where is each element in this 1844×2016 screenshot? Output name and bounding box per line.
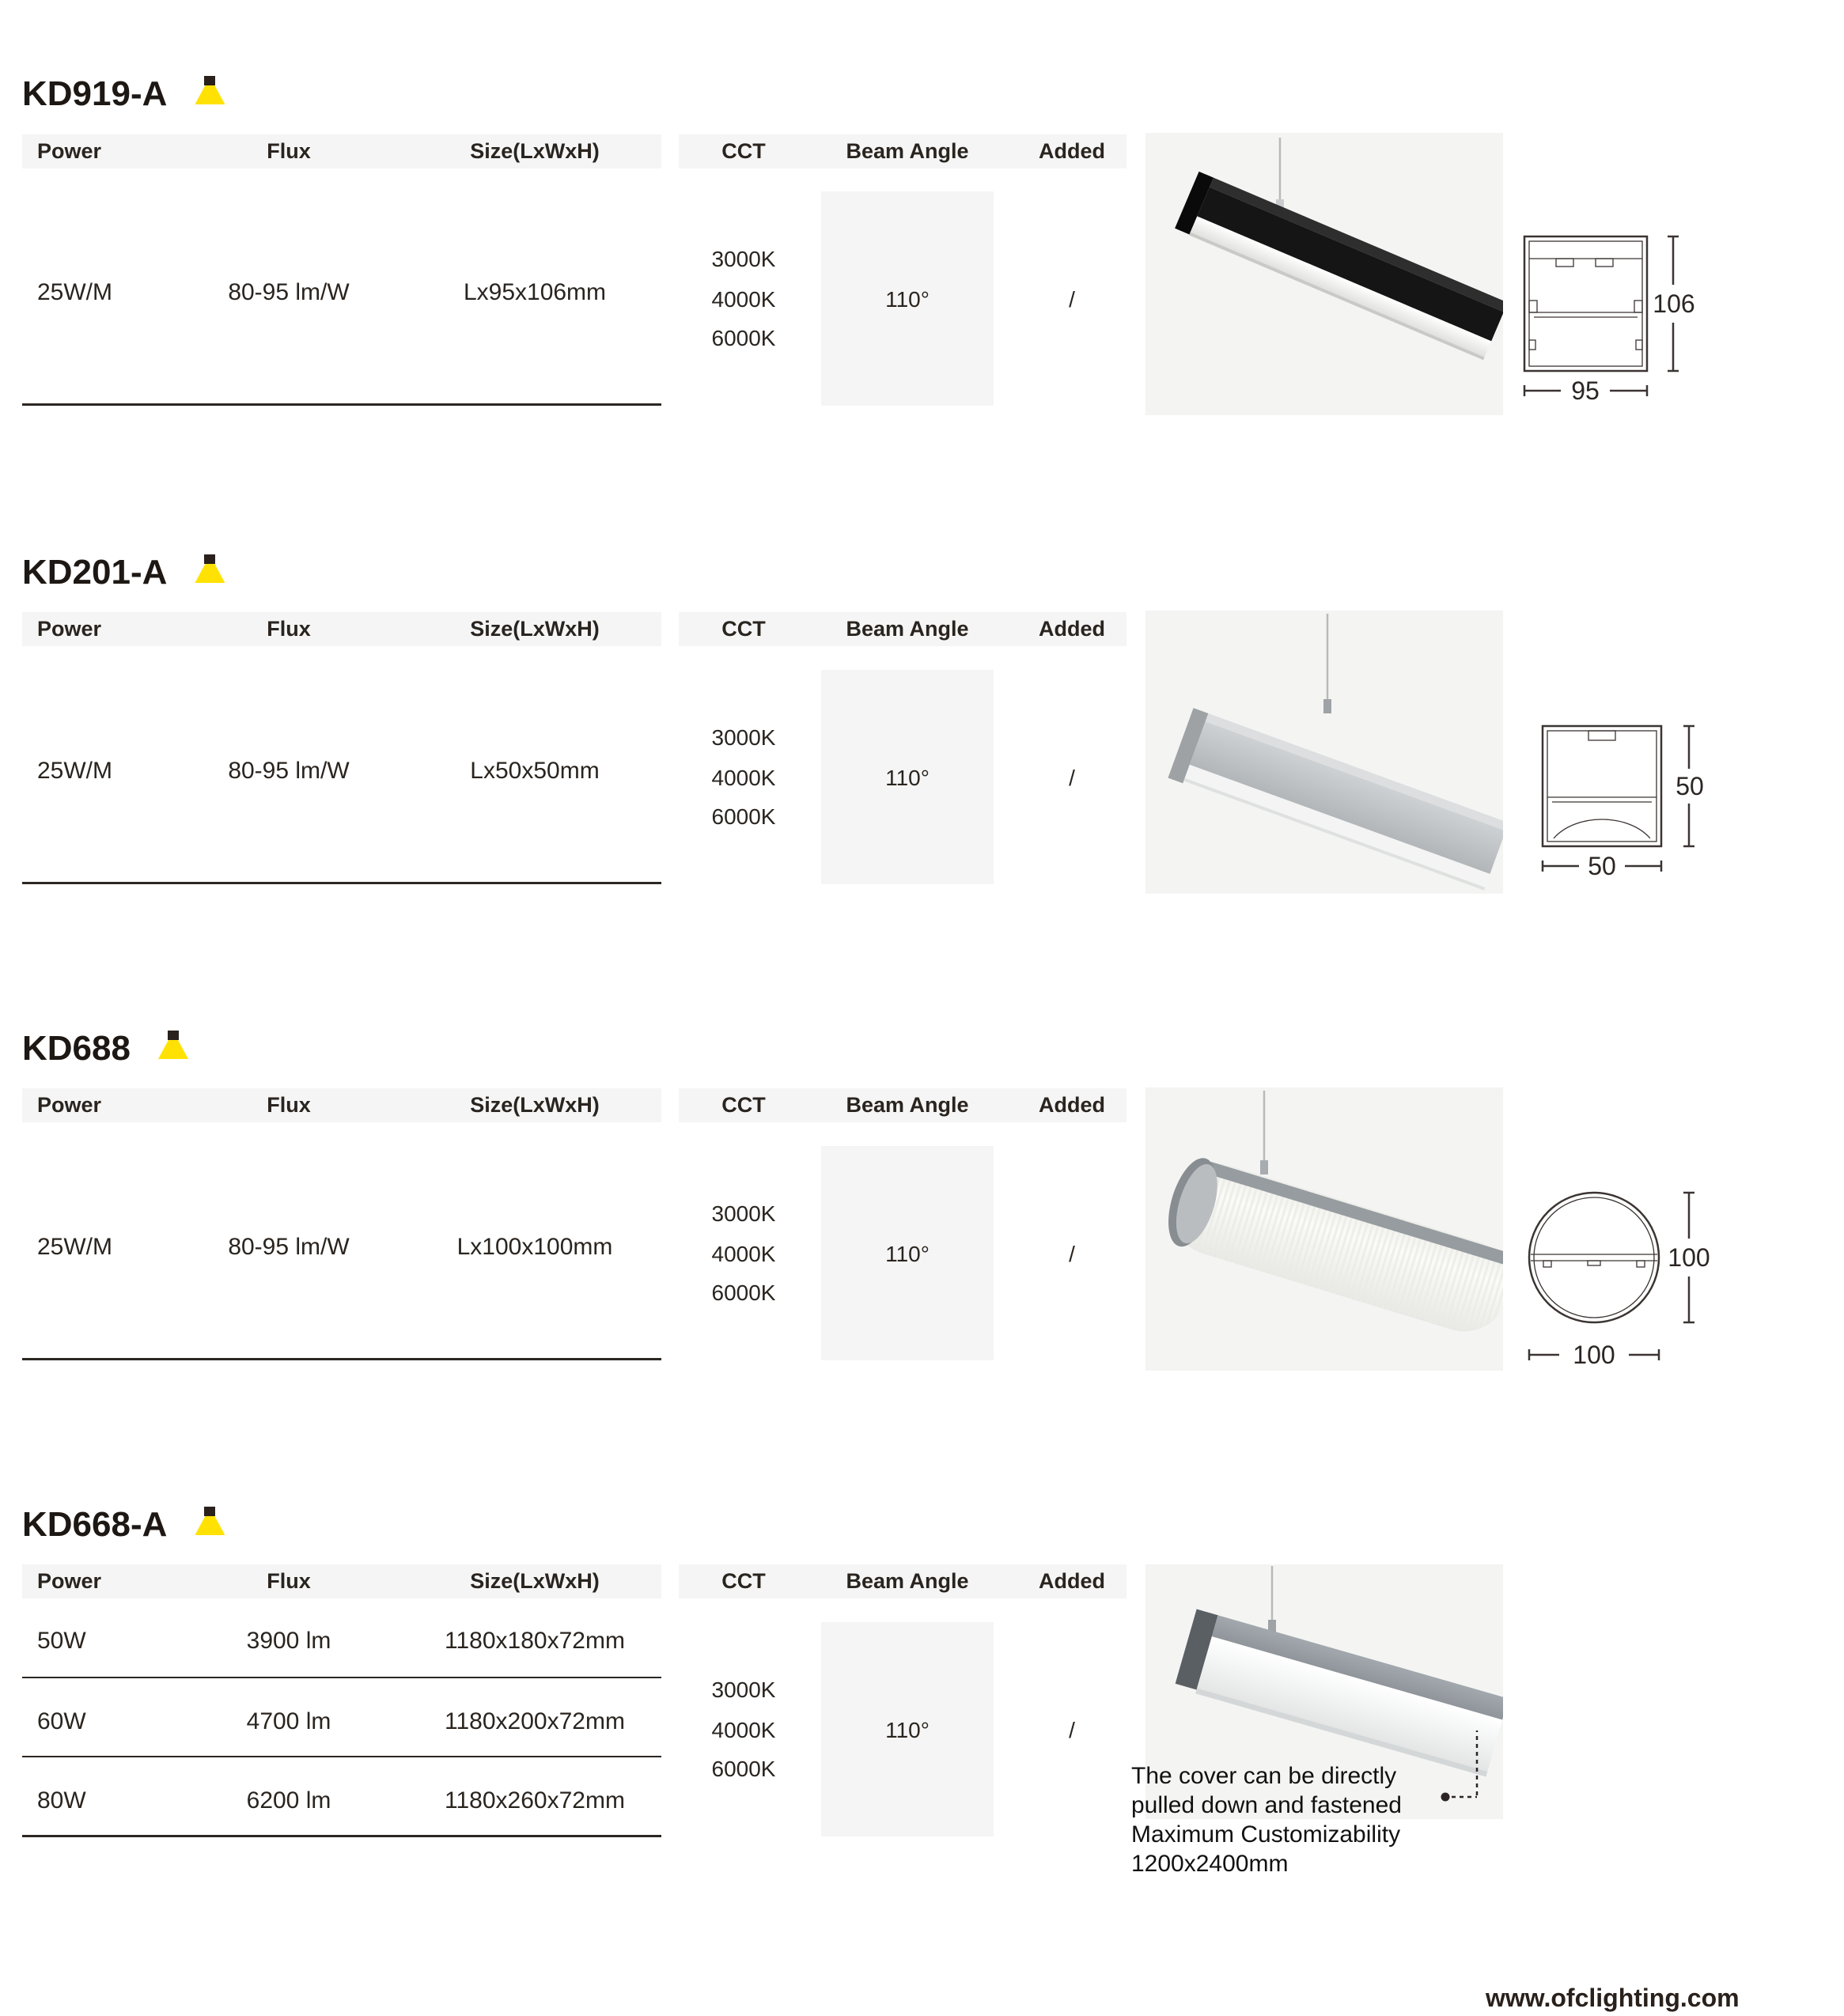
beam-angle-value: 110° xyxy=(885,287,930,312)
table-bottom-rule xyxy=(22,1835,661,1837)
header-added: Added xyxy=(1039,139,1105,163)
dim-width-label: 100 xyxy=(1573,1341,1615,1369)
header-flux: Flux xyxy=(267,139,311,163)
cct-value: 3000K xyxy=(711,725,776,750)
cell-size: Lx95x106mm xyxy=(463,279,607,305)
header-added: Added xyxy=(1039,1569,1105,1593)
section-title-kd201a xyxy=(22,553,225,592)
cell-flux: 80-95 lm/W xyxy=(228,279,350,305)
cell-flux: 80-95 lm/W xyxy=(228,758,350,784)
section-title-kd919a xyxy=(22,74,225,114)
header-beam-angle: Beam Angle xyxy=(846,617,969,641)
header-flux: Flux xyxy=(267,1093,311,1117)
header-size: Size(LxWxH) xyxy=(470,1093,600,1117)
cct-value: 3000K xyxy=(711,247,776,271)
cct-value: 6000K xyxy=(711,326,776,350)
cell-size: Lx100x100mm xyxy=(456,1234,613,1260)
header-power: Power xyxy=(37,1569,102,1593)
cct-value: 6000K xyxy=(711,1280,776,1305)
cct-value: 4000K xyxy=(711,1242,776,1266)
header-added: Added xyxy=(1039,617,1105,641)
pendant-light-icon xyxy=(194,554,225,583)
pendant-light-icon xyxy=(194,1507,225,1535)
beam-angle-value: 110° xyxy=(885,1242,930,1266)
section-title-kd668a xyxy=(22,1505,225,1545)
black-linear-light-illustration xyxy=(1145,133,1503,415)
added-value: / xyxy=(1069,1718,1075,1742)
table-bottom-rule xyxy=(22,882,661,884)
leader-line-icon xyxy=(1436,1724,1495,1807)
model-name: KD688 xyxy=(22,1029,131,1068)
dimension-diagram xyxy=(1515,1178,1729,1376)
header-flux: Flux xyxy=(267,617,311,641)
header-beam-angle: Beam Angle xyxy=(846,139,969,163)
cell-flux: 6200 lm xyxy=(246,1787,331,1814)
cct-value: 6000K xyxy=(711,804,776,829)
cct-value: 6000K xyxy=(711,1757,776,1781)
pendant-light-icon xyxy=(194,76,225,104)
header-size: Size(LxWxH) xyxy=(470,139,600,163)
note-line: The cover can be directly xyxy=(1131,1763,1397,1789)
cell-size: 1180x260x72mm xyxy=(445,1787,625,1814)
table-bottom-rule xyxy=(22,1358,661,1360)
header-size: Size(LxWxH) xyxy=(470,617,600,641)
added-value: / xyxy=(1069,287,1075,312)
cell-power: 80W xyxy=(37,1787,86,1814)
cell-power: 50W xyxy=(37,1628,86,1654)
header-power: Power xyxy=(37,139,102,163)
header-flux: Flux xyxy=(267,1569,311,1593)
dim-height-label: 50 xyxy=(1676,772,1704,800)
model-name: KD201-A xyxy=(22,553,168,592)
model-name: KD919-A xyxy=(22,74,168,113)
website-url: www.ofclighting.com xyxy=(1486,1984,1740,2012)
header-cct: CCT xyxy=(721,139,766,163)
cell-size: Lx50x50mm xyxy=(470,758,600,784)
beam-angle-value: 110° xyxy=(885,766,930,790)
pendant-light-icon xyxy=(157,1031,189,1059)
cell-power: 25W/M xyxy=(37,279,113,305)
header-beam-angle: Beam Angle xyxy=(846,1093,969,1117)
header-cct: CCT xyxy=(721,1569,766,1593)
note-line: pulled down and fastened xyxy=(1131,1792,1402,1818)
cell-size: 1180x200x72mm xyxy=(445,1708,625,1734)
row-divider xyxy=(22,1677,661,1678)
cell-size: 1180x180x72mm xyxy=(445,1628,625,1654)
round-tube-light-illustration xyxy=(1145,1087,1503,1371)
silver-linear-light-illustration xyxy=(1145,611,1503,894)
dim-width-label: 50 xyxy=(1588,852,1616,880)
added-value: / xyxy=(1069,766,1075,790)
product-note xyxy=(1131,1761,1402,1878)
beam-angle-value: 110° xyxy=(885,1718,930,1742)
added-value: / xyxy=(1069,1242,1075,1266)
product-photo xyxy=(1145,133,1503,415)
dim-height-label: 106 xyxy=(1653,289,1695,318)
cct-value: 4000K xyxy=(711,1718,776,1742)
header-cct: CCT xyxy=(721,1093,766,1117)
dim-width-label: 95 xyxy=(1571,376,1600,405)
cell-power: 25W/M xyxy=(37,1234,113,1260)
cell-flux: 3900 lm xyxy=(246,1628,331,1654)
cct-value: 3000K xyxy=(711,1201,776,1226)
header-cct: CCT xyxy=(721,617,766,641)
note-line: 1200x2400mm xyxy=(1131,1851,1289,1877)
header-added: Added xyxy=(1039,1093,1105,1117)
dim-height-label: 100 xyxy=(1668,1243,1710,1272)
dimension-diagram xyxy=(1507,221,1713,415)
header-power: Power xyxy=(37,1093,102,1117)
cct-value: 3000K xyxy=(711,1677,776,1702)
row-divider xyxy=(22,1756,661,1757)
table-bottom-rule xyxy=(22,403,661,406)
cell-power: 25W/M xyxy=(37,758,113,784)
section-title-kd688 xyxy=(22,1029,189,1069)
cell-flux: 4700 lm xyxy=(246,1708,331,1734)
header-beam-angle: Beam Angle xyxy=(846,1569,969,1593)
header-power: Power xyxy=(37,617,102,641)
product-photo xyxy=(1145,1087,1503,1371)
cell-flux: 80-95 lm/W xyxy=(228,1234,350,1260)
note-line: Maximum Customizability xyxy=(1131,1821,1401,1848)
cell-power: 60W xyxy=(37,1708,86,1734)
cct-value: 4000K xyxy=(711,766,776,790)
header-size: Size(LxWxH) xyxy=(470,1569,600,1593)
cct-value: 4000K xyxy=(711,287,776,312)
model-name: KD668-A xyxy=(22,1505,168,1544)
product-photo xyxy=(1145,611,1503,894)
